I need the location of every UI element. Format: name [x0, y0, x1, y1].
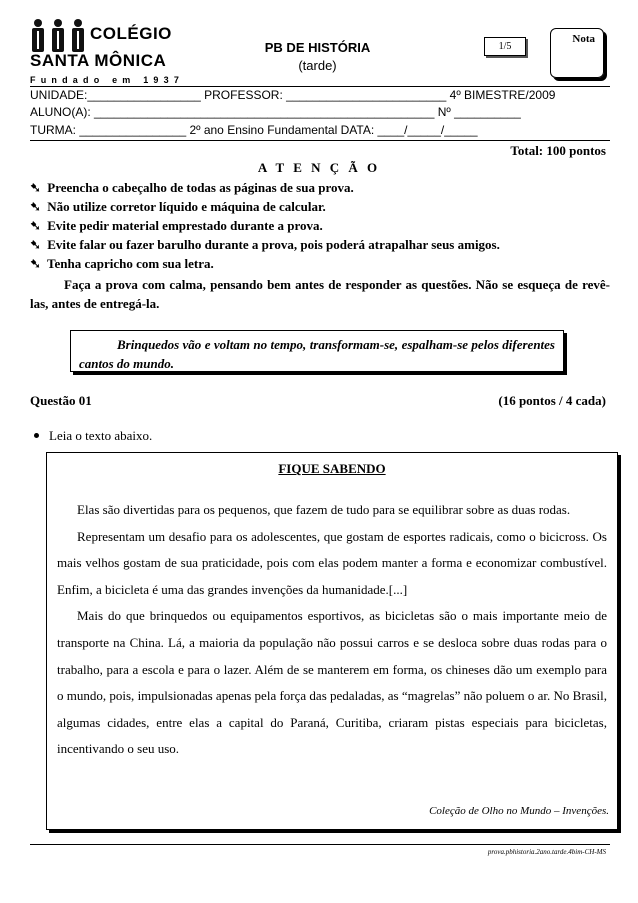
attention-rule: ➷ Tenha capricho com sua letra.	[30, 256, 214, 271]
school-emblem-icon	[30, 18, 86, 54]
reading-text-box	[46, 452, 618, 830]
arrow-icon: ➷	[30, 218, 41, 233]
grade-label: Nota	[572, 33, 595, 45]
attention-closing: Faça a prova com calma, pensando bem antes de responder as questões. Não se esqueça de revê-las, antes de entregá-la.	[30, 277, 610, 311]
school-founded: Fundado em 1937	[30, 75, 185, 85]
total-points: Total: 100 pontos	[510, 143, 606, 158]
question-instruction: Leia o texto abaixo.	[30, 428, 152, 444]
arrow-icon: ➷	[30, 180, 41, 195]
bullet-icon	[34, 433, 39, 438]
epigraph-quote: Brinquedos vão e voltam no tempo, transformam-se, espalham-se pelos diferentes cantos do mundo.	[70, 330, 564, 372]
attention-rule: ➷ Evite pedir material emprestado durante a prova.	[30, 218, 323, 233]
reading-paragraph: Representam um desafio para os adolescentes, que gostam de esportes radicais, como o bicicross. Os mais velhos gostam de sua praticidade, pois com elas podem manter a forma e economizar combustível. Enfim, a bicicleta é uma das grandes invenções da humanidade.[...]	[57, 528, 607, 597]
header-row-student: ALUNO(A): ___________________________________________________ Nº __________	[30, 105, 521, 119]
school-name-line2: SANTA MÔNICA	[30, 51, 167, 70]
school-logo	[30, 18, 185, 85]
header-row-unit: UNIDADE:_________________ PROFESSOR: ________________________ 4º BIMESTRE/2009	[30, 88, 556, 102]
exam-title: PB DE HISTÓRIA	[264, 40, 371, 55]
question-label: Questão 01	[30, 393, 92, 408]
reading-paragraph: Mais do que brinquedos ou equipamentos esportivos, as bicicletas são o mais importante meio de transporte na China. Lá, a maioria da população não possui carros e se desloca sobre duas rodas para o trabalho, para a escola e para o lazer. Além de se manterem em forma, os chineses dão um exemplo para o mundo, pois, impulsionadas apenas pela força das pedaladas, as “magrelas” não poluem o ar. No Brasil, algumas cidades, entre elas a capital do Paraná, Curitiba, criaram pistas especiais para bicicletas, incentivando o seu uso.	[57, 608, 607, 757]
reading-paragraph: Elas são divertidas para os pequenos, que fazem de tudo para se equilibrar sobre as duas rodas.	[77, 502, 571, 517]
exam-subtitle: (tarde)	[298, 58, 337, 73]
header-rule-top	[30, 86, 610, 87]
arrow-icon: ➷	[30, 256, 41, 271]
footer-code: prova.pbhistoria.2ano.tarde.4bim-CH-MS	[487, 848, 606, 856]
header-rule-bottom	[30, 140, 610, 141]
reading-source: Coleção de Olho no Mundo – Invenções.	[429, 805, 609, 817]
footer-rule	[30, 844, 610, 845]
question-points: (16 pontos / 4 cada)	[498, 393, 606, 408]
reading-title: FIQUE SABENDO	[278, 461, 386, 476]
attention-rule: ➷ Preencha o cabeçalho de todas as páginas de sua prova.	[30, 180, 354, 195]
page-number: 1/5	[484, 37, 526, 56]
school-name-line1: COLÉGIO	[90, 24, 172, 43]
reading-body	[57, 497, 607, 763]
arrow-icon: ➷	[30, 199, 41, 214]
attention-title: A T E N Ç Ã O	[257, 160, 381, 175]
arrow-icon: ➷	[30, 237, 41, 252]
grade-box	[550, 28, 604, 78]
header-row-class: TURMA: ________________ 2º ano Ensino Fundamental DATA: ____/_____/_____	[30, 123, 478, 137]
attention-rule: ➷ Não utilize corretor líquido e máquina de calcular.	[30, 199, 326, 214]
attention-rule: ➷ Evite falar ou fazer barulho durante a prova, pois poderá atrapalhar seus amigos.	[30, 237, 500, 252]
